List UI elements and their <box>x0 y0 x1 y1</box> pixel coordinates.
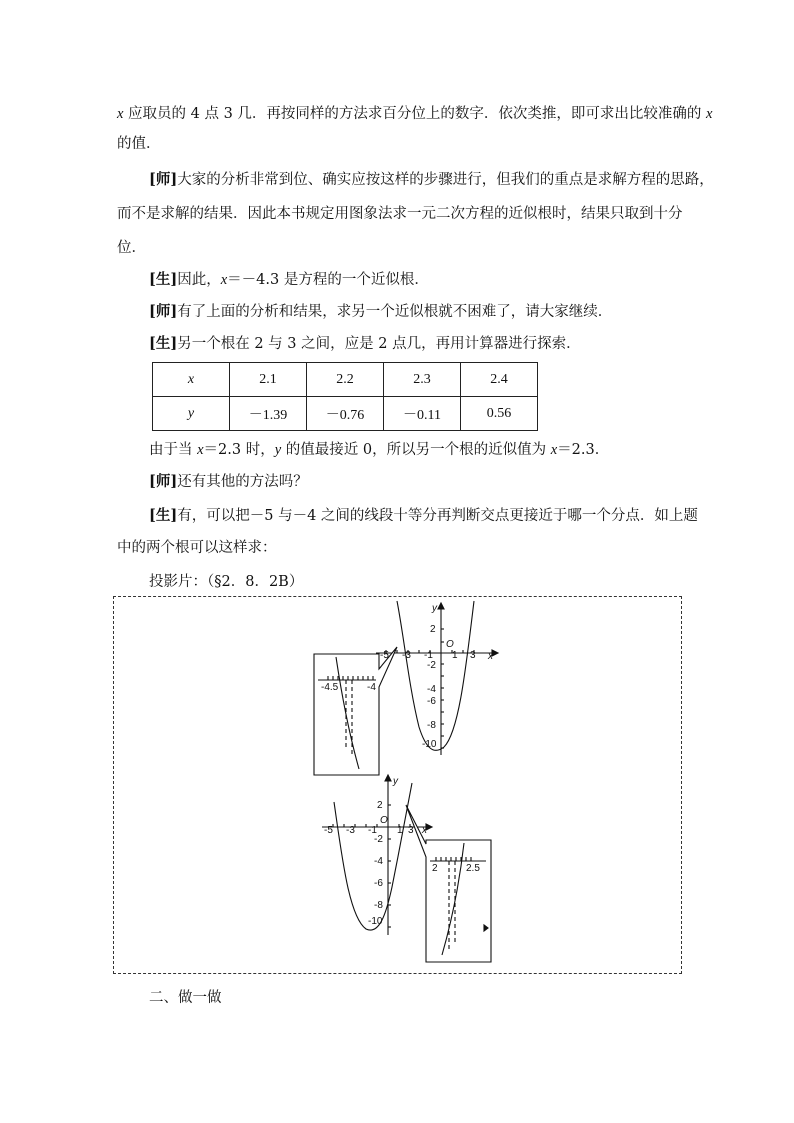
text: 因此， <box>177 272 221 288</box>
top-graph <box>376 601 498 755</box>
speaker-tag: [生] <box>149 271 178 288</box>
paragraph-7 <box>149 472 308 492</box>
origin-label: O <box>446 639 454 650</box>
table-cell: 2.2 <box>307 363 384 397</box>
table-cell: －0.11 <box>384 397 461 431</box>
axis-label-y: y <box>432 603 437 614</box>
paragraph-1-line-1 <box>117 104 712 124</box>
paragraph-6 <box>149 440 609 460</box>
y-tick-label: 2 <box>377 800 383 811</box>
speaker-tag: [生] <box>149 335 178 352</box>
var-x: x <box>550 442 558 458</box>
text: 应取员的 4 点 3 几．再按同样的方法求百分位上的数字．依次类推，即可求出比较准确的 <box>123 106 707 122</box>
origin-label: O <box>380 815 388 826</box>
var-y: y <box>274 442 282 458</box>
y-tick-label: 2 <box>430 624 436 635</box>
y-tick-label: -2 <box>374 834 383 845</box>
x-tick-label: -5 <box>324 825 333 836</box>
var-x: x <box>117 106 124 122</box>
table-cell: －0.76 <box>307 397 384 431</box>
table-cell: 2.1 <box>230 363 307 397</box>
var-x: x <box>706 106 713 122</box>
var-x: x <box>197 442 204 458</box>
parabola-figure <box>114 597 683 975</box>
paragraph-8-line-2: 中的两个根可以这样求： <box>117 540 277 556</box>
speaker-tag: [师] <box>149 473 178 490</box>
inset-tick-label: -4.5 <box>321 682 339 693</box>
table-cell: －1.39 <box>230 397 307 431</box>
top-graph-labels <box>380 603 494 750</box>
var-x: x <box>220 272 228 288</box>
speaker-tag: [生] <box>149 507 178 524</box>
x-tick-label: -3 <box>402 650 411 661</box>
x-tick-label: 1 <box>452 650 458 661</box>
y-tick-label: -4 <box>427 684 436 695</box>
paragraph-5 <box>149 334 581 354</box>
table-cell: x <box>153 363 230 397</box>
y-axis-arrow <box>438 603 444 609</box>
slide-caption: 投影片：（§2．8．2B） <box>149 574 304 590</box>
figure-frame <box>113 596 682 974</box>
table-cell: 0.56 <box>461 397 538 431</box>
text: 的值最接近 0，所以另一个根的近似值为 <box>281 442 551 458</box>
bottom-graph <box>322 775 432 935</box>
text: 由于当 <box>149 442 198 458</box>
paragraph-8-line-1 <box>149 506 698 526</box>
text: 大家的分析非常到位、确实应按这样的步骤进行，但我们的重点是求解方程的思路， <box>177 172 714 188</box>
x-tick-label: -1 <box>424 650 433 661</box>
text: ＝2.3． <box>557 442 610 458</box>
text: 另一个根在 2 与 3 之间，应是 2 点几，再用计算器进行探索． <box>177 336 581 352</box>
y-axis-arrow <box>385 775 391 781</box>
inset-tick-label: -4 <box>367 682 376 693</box>
y-tick-label: -8 <box>374 900 383 911</box>
paragraph-3 <box>149 270 429 290</box>
text: 有，可以把－5 与－4 之间的线段十等分再判断交点更接近于哪一个分点．如上题 <box>177 508 698 524</box>
speaker-tag: [师] <box>149 171 178 188</box>
text: 还有其他的方法吗？ <box>177 474 308 490</box>
text: ＝－4.3 是方程的一个近似根． <box>227 272 429 288</box>
bottom-graph-labels <box>324 776 428 927</box>
top-inset <box>314 647 397 775</box>
x-tick-label: -5 <box>380 650 389 661</box>
table-cell: 2.3 <box>384 363 461 397</box>
axis-label-y: y <box>393 776 398 787</box>
paragraph-2-line-2: 而不是求解的结果．因此本书规定用图象法求一元二次方程的近似根时，结果只取到十分 <box>117 206 683 222</box>
y-tick-label: -8 <box>427 720 436 731</box>
table-row <box>153 363 538 397</box>
paragraph-4 <box>149 302 612 322</box>
table-row <box>153 397 538 431</box>
y-tick-label: -2 <box>427 660 436 671</box>
x-tick-label: -1 <box>368 825 377 836</box>
y-tick-label: -10 <box>368 916 383 927</box>
text: 有了上面的分析和结果，求另一个近似根就不困难了，请大家继续． <box>177 304 613 320</box>
paragraph-2-line-3: 位． <box>117 240 146 256</box>
y-tick-label: -6 <box>374 878 383 889</box>
x-tick-label: -3 <box>346 825 355 836</box>
y-tick-label: -4 <box>374 856 383 867</box>
table-cell: y <box>153 397 230 431</box>
speaker-tag: [师] <box>149 303 178 320</box>
axis-label-x: x <box>422 825 427 836</box>
inset-tick-label: 2.5 <box>466 863 480 874</box>
axis-label-x: x <box>488 651 493 662</box>
y-tick-label: -10 <box>422 739 437 750</box>
parabola-curve <box>334 783 412 930</box>
paragraph-1-line-2: 的值． <box>117 136 161 152</box>
value-table <box>152 362 538 431</box>
paragraph-2-line-1 <box>149 170 714 190</box>
section-heading: 二、做一做 <box>149 990 222 1006</box>
x-tick-label: 3 <box>470 650 476 661</box>
x-tick-label: 1 <box>397 825 403 836</box>
bottom-inset <box>406 805 491 962</box>
table-cell: 2.4 <box>461 363 538 397</box>
x-tick-label: 3 <box>408 825 414 836</box>
inset-tick-label: 2 <box>432 863 438 874</box>
text: ＝2.3 时， <box>203 442 275 458</box>
y-tick-label: -6 <box>427 696 436 707</box>
